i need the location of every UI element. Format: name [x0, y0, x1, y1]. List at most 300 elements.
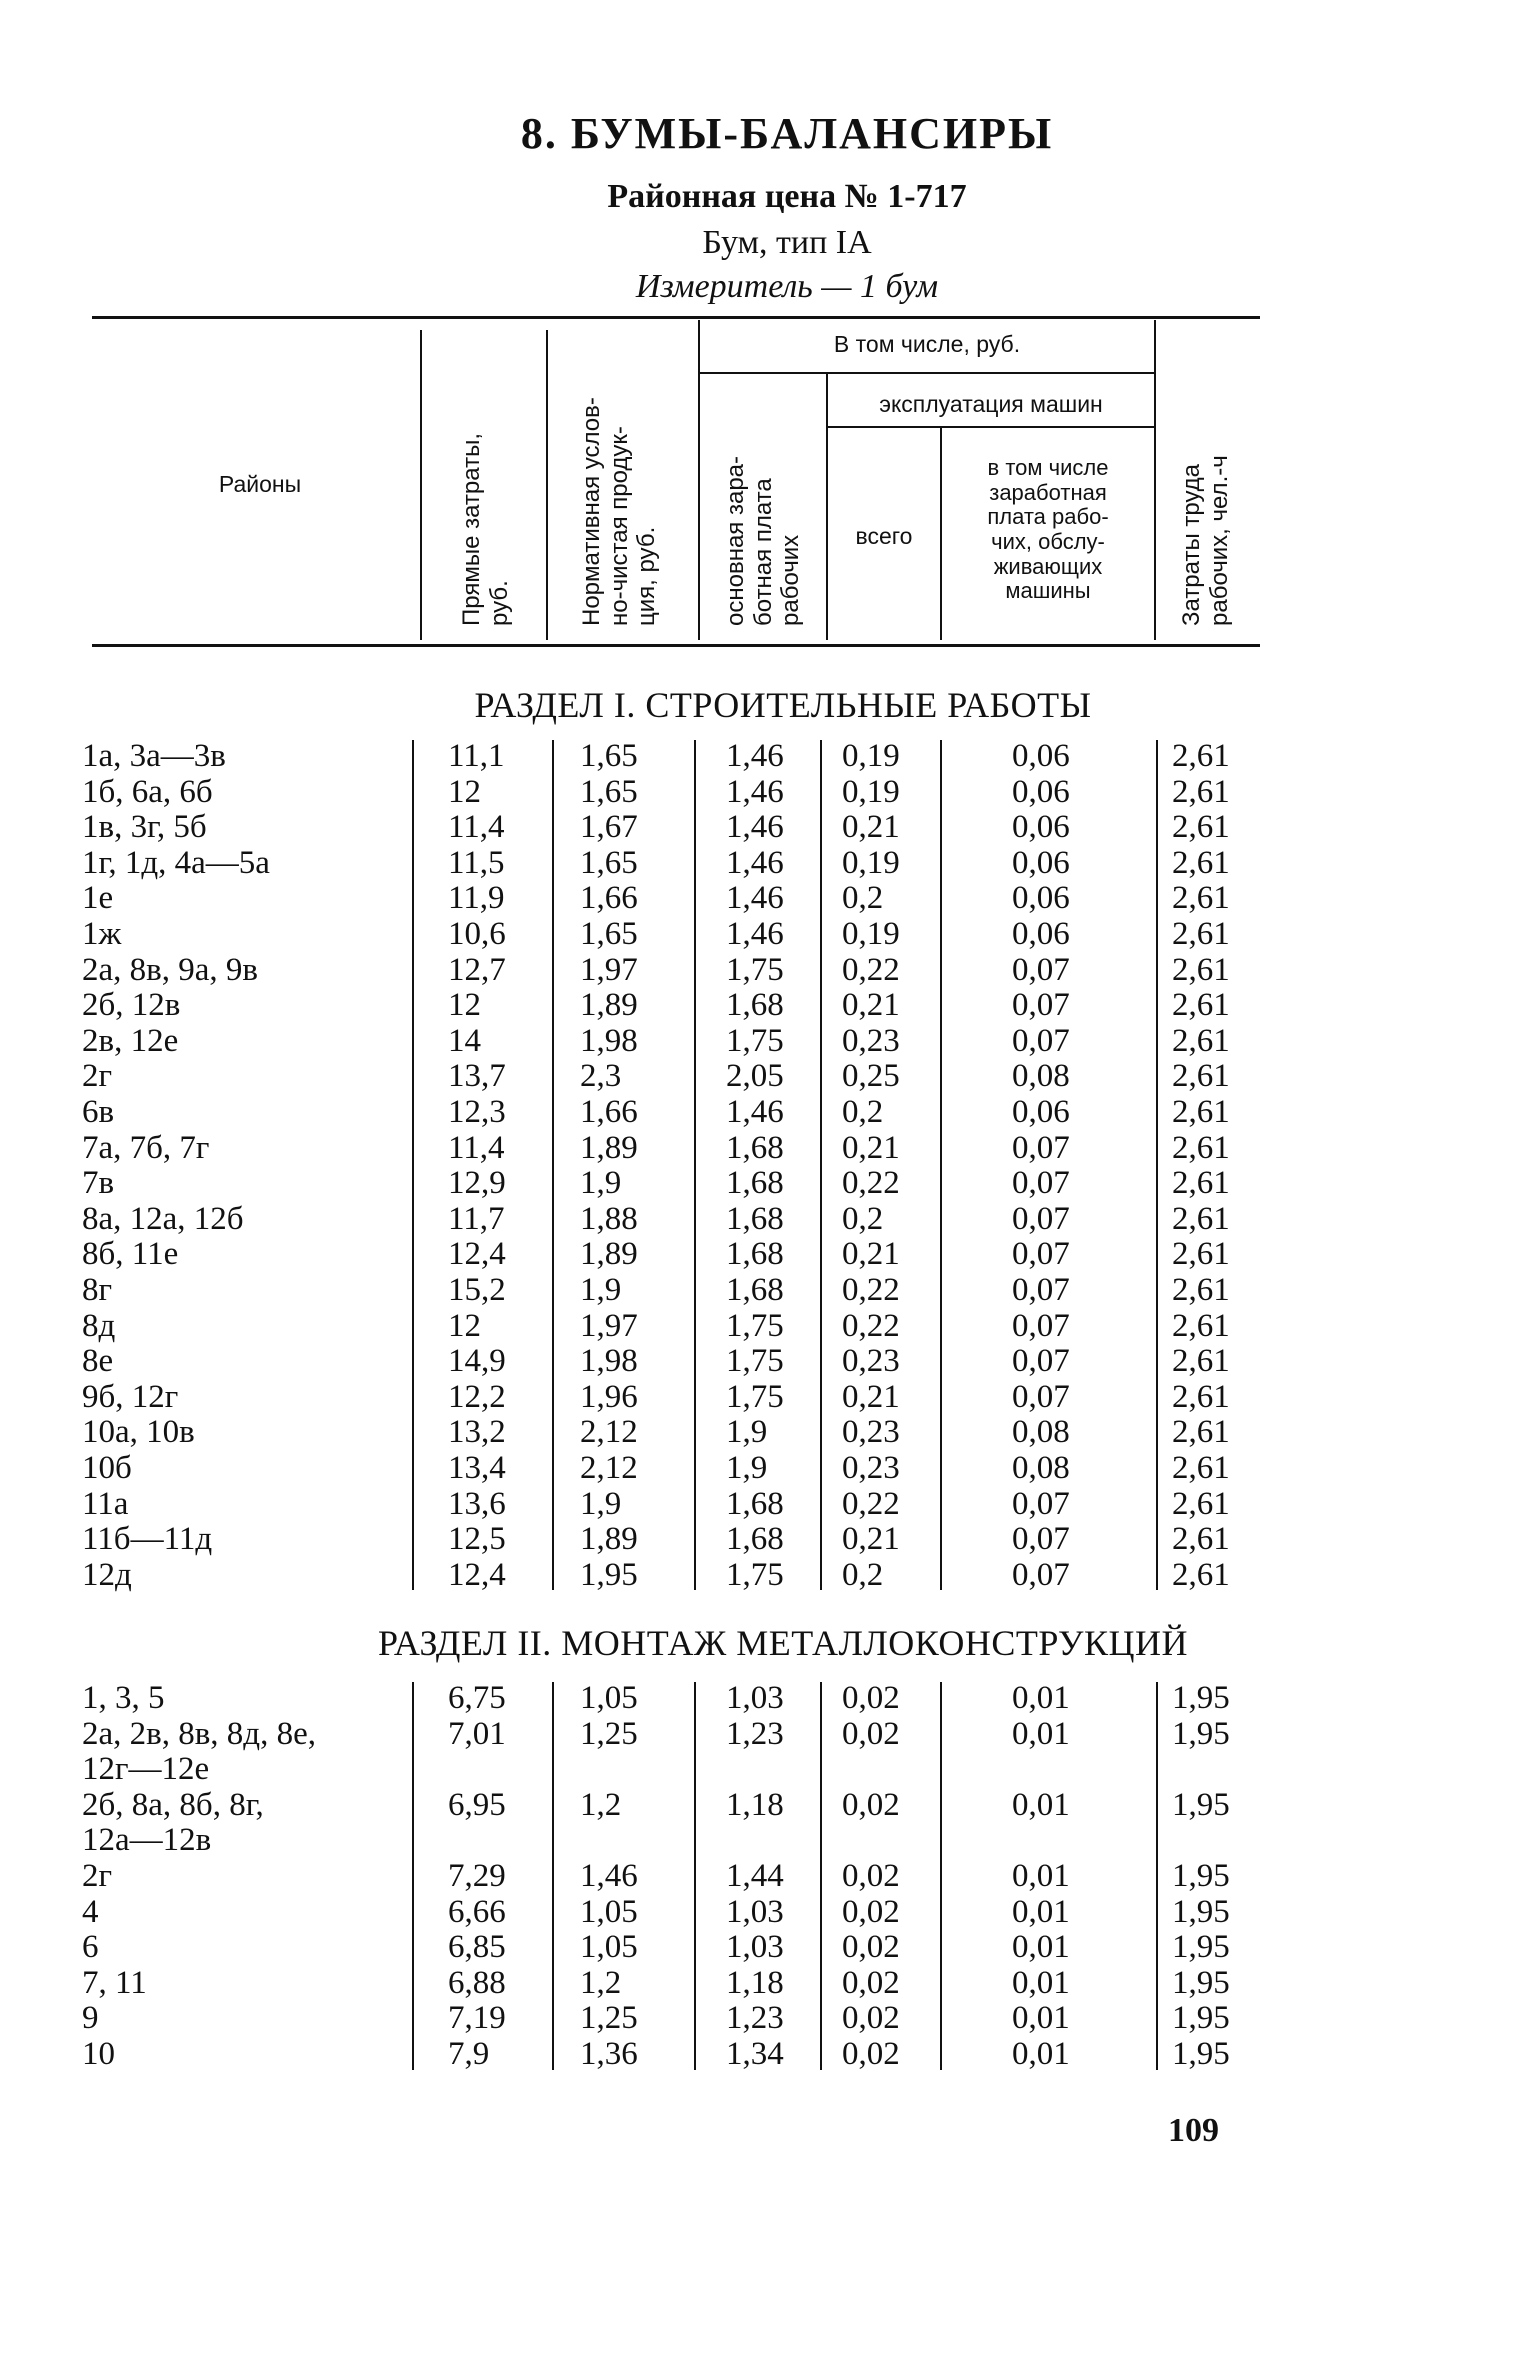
- cell-labor-costs: 2,61: [1172, 1022, 1230, 1059]
- cell-base-wages: 1,23: [726, 2000, 784, 2037]
- cell-base-wages: 1,44: [726, 1858, 784, 1894]
- cell-machines-total: 0,21: [842, 1521, 900, 1558]
- table-row: [0, 738, 1514, 774]
- section-2-title: РАЗДЕЛ II. МОНТАЖ МЕТАЛЛОКОНСТРУКЦИЙ: [377, 1623, 1189, 1663]
- cell-direct-costs: 12: [448, 1307, 481, 1344]
- cell-machines-wages: 0,06: [1012, 844, 1070, 881]
- cell-region: 1е: [82, 880, 114, 917]
- cell-base-wages: 1,75: [726, 951, 784, 988]
- cell-base-wages: 1,68: [726, 1236, 784, 1273]
- cell-region: 1, 3, 5: [82, 1680, 165, 1716]
- cell-normative-product: 1,46: [580, 1858, 638, 1894]
- cell-normative-product: 1,05: [580, 1893, 638, 1930]
- cell-direct-costs: 11,5: [448, 844, 505, 881]
- table-row: [0, 1486, 1514, 1522]
- cell-machines-wages: 0,07: [1012, 1485, 1070, 1522]
- cell-machines-wages: 0,07: [1012, 987, 1070, 1024]
- cell-region: 12а—12в: [82, 1822, 212, 1859]
- cell-base-wages: 1,75: [726, 1343, 784, 1380]
- cell-normative-product: 1,97: [580, 1307, 638, 1344]
- cell-base-wages: 1,9: [726, 1450, 768, 1486]
- header-including: В том числе, руб.: [833, 331, 1021, 357]
- cell-machines-total: 0,23: [842, 1022, 900, 1059]
- cell-machines-wages: 0,01: [1012, 2000, 1070, 2037]
- cell-base-wages: 1,03: [726, 1929, 784, 1966]
- cell-direct-costs: 13,6: [448, 1485, 506, 1522]
- cell-machines-total: 0,23: [842, 1414, 900, 1451]
- cell-labor-costs: 2,61: [1172, 951, 1230, 988]
- cell-direct-costs: 6,88: [448, 1964, 506, 2001]
- cell-machines-total: 0,25: [842, 1058, 900, 1095]
- cell-region: 11б—11д: [82, 1521, 213, 1558]
- cell-machines-wages: 0,06: [1012, 738, 1070, 774]
- cell-labor-costs: 2,61: [1172, 1165, 1230, 1202]
- cell-labor-costs: 2,61: [1172, 1378, 1230, 1415]
- cell-base-wages: 1,34: [726, 2036, 784, 2072]
- cell-direct-costs: 15,2: [448, 1272, 506, 1308]
- cell-normative-product: 1,97: [580, 951, 638, 988]
- cell-base-wages: 1,23: [726, 1715, 784, 1752]
- table-row: [0, 880, 1514, 916]
- cell-machines-wages: 0,06: [1012, 880, 1070, 917]
- page-title: 8. БУМЫ-БАЛАНСИРЫ: [520, 109, 1054, 158]
- table-row: [0, 1023, 1514, 1059]
- cell-labor-costs: 2,61: [1172, 1129, 1230, 1166]
- cell-normative-product: 1,9: [580, 1272, 622, 1308]
- cell-labor-costs: 1,95: [1172, 1858, 1230, 1894]
- cell-direct-costs: 13,2: [448, 1414, 506, 1451]
- cell-normative-product: 1,25: [580, 2000, 638, 2037]
- cell-machines-wages: 0,07: [1012, 1236, 1070, 1273]
- cell-machines-total: 0,22: [842, 1307, 900, 1344]
- cell-labor-costs: 2,61: [1172, 1414, 1230, 1451]
- cell-region: 12г—12е: [82, 1751, 210, 1788]
- cell-direct-costs: 14: [448, 1022, 481, 1059]
- cell-machines-total: 0,2: [842, 1094, 884, 1130]
- cell-region: 7а, 7б, 7г: [82, 1129, 210, 1166]
- cell-machines-total: 0,22: [842, 1165, 900, 1202]
- cell-labor-costs: 1,95: [1172, 1929, 1230, 1966]
- table-header-bottom-rule: [92, 644, 1260, 647]
- table-row: [0, 1858, 1514, 1894]
- cell-region: 9: [82, 2000, 99, 2037]
- cell-labor-costs: 2,61: [1172, 738, 1230, 774]
- cell-direct-costs: 13,4: [448, 1450, 506, 1486]
- cell-machines-total: 0,02: [842, 1929, 900, 1966]
- cell-machines-total: 0,23: [842, 1450, 900, 1486]
- table-row: [0, 1094, 1514, 1130]
- cell-direct-costs: 6,66: [448, 1893, 506, 1930]
- cell-machines-total: 0,2: [842, 1556, 884, 1593]
- header-normative-product: Нормативная услов- но-чистая продук- ция, руб.: [578, 397, 661, 626]
- cell-normative-product: 1,66: [580, 880, 638, 917]
- cell-direct-costs: 6,95: [448, 1786, 506, 1823]
- cell-region: 2а, 8в, 9а, 9в: [82, 951, 258, 988]
- cell-region: 9б, 12г: [82, 1378, 179, 1415]
- header-divider: [546, 330, 548, 640]
- cell-direct-costs: 11,4: [448, 809, 505, 846]
- cell-machines-total: 0,19: [842, 916, 900, 952]
- cell-machines-wages: 0,07: [1012, 1272, 1070, 1308]
- price-number: Районная цена № 1-717: [607, 178, 967, 215]
- cell-region: 4: [82, 1893, 99, 1930]
- item-type: Бум, тип IA: [702, 224, 872, 261]
- cell-base-wages: 1,68: [726, 1272, 784, 1308]
- cell-region: 2б, 12в: [82, 987, 181, 1024]
- header-divider: [420, 330, 422, 640]
- page-number: 109: [1168, 2112, 1219, 2149]
- table-row: [0, 916, 1514, 952]
- table-row: [0, 1929, 1514, 1965]
- cell-machines-wages: 0,06: [1012, 773, 1070, 810]
- cell-machines-total: 0,02: [842, 1786, 900, 1823]
- cell-region: 8г: [82, 1272, 113, 1308]
- cell-region: 2г: [82, 1058, 113, 1095]
- cell-direct-costs: 12,9: [448, 1165, 506, 1202]
- cell-machines-total: 0,21: [842, 809, 900, 846]
- table-row: [0, 1521, 1514, 1557]
- cell-labor-costs: 2,61: [1172, 844, 1230, 881]
- cell-normative-product: 1,65: [580, 916, 638, 952]
- table-row: [0, 1343, 1514, 1379]
- cell-machines-wages: 0,07: [1012, 951, 1070, 988]
- cell-base-wages: 1,68: [726, 987, 784, 1024]
- table-row: [0, 1716, 1514, 1752]
- cell-region: 12д: [82, 1556, 132, 1593]
- cell-labor-costs: 2,61: [1172, 1272, 1230, 1308]
- column-divider: [412, 740, 414, 1590]
- column-divider: [820, 1682, 822, 2070]
- table-row: [0, 1414, 1514, 1450]
- cell-region: 8б, 11е: [82, 1236, 179, 1273]
- cell-normative-product: 2,12: [580, 1450, 638, 1486]
- cell-direct-costs: 7,01: [448, 1715, 506, 1752]
- cell-base-wages: 1,68: [726, 1165, 784, 1202]
- cell-region: 10: [82, 2036, 115, 2072]
- cell-normative-product: 1,98: [580, 1022, 638, 1059]
- cell-machines-wages: 0,01: [1012, 1893, 1070, 1930]
- table-row: [0, 1308, 1514, 1344]
- cell-labor-costs: 2,61: [1172, 1521, 1230, 1558]
- cell-direct-costs: 12,5: [448, 1521, 506, 1558]
- cell-base-wages: 1,68: [726, 1129, 784, 1166]
- cell-labor-costs: 1,95: [1172, 2000, 1230, 2037]
- cell-machines-total: 0,2: [842, 1200, 884, 1237]
- cell-base-wages: 1,75: [726, 1307, 784, 1344]
- cell-normative-product: 1,96: [580, 1378, 638, 1415]
- cell-region: 1ж: [82, 916, 122, 952]
- cell-region: 2а, 2в, 8в, 8д, 8е,: [82, 1715, 316, 1752]
- cell-normative-product: 1,25: [580, 1715, 638, 1752]
- cell-machines-wages: 0,01: [1012, 1964, 1070, 2001]
- cell-normative-product: 1,89: [580, 1129, 638, 1166]
- cell-base-wages: 1,75: [726, 1556, 784, 1593]
- cell-machines-wages: 0,08: [1012, 1450, 1070, 1486]
- cell-machines-wages: 0,07: [1012, 1022, 1070, 1059]
- cell-direct-costs: 11,7: [448, 1200, 505, 1237]
- cell-normative-product: 1,88: [580, 1200, 638, 1237]
- cell-base-wages: 1,9: [726, 1414, 768, 1451]
- cell-machines-wages: 0,06: [1012, 809, 1070, 846]
- cell-labor-costs: 2,61: [1172, 1307, 1230, 1344]
- table-top-rule: [92, 316, 1260, 319]
- cell-machines-wages: 0,07: [1012, 1200, 1070, 1237]
- cell-base-wages: 1,03: [726, 1680, 784, 1716]
- cell-normative-product: 1,66: [580, 1094, 638, 1130]
- cell-direct-costs: 12: [448, 987, 481, 1024]
- cell-direct-costs: 12,3: [448, 1094, 506, 1130]
- cell-labor-costs: 2,61: [1172, 1200, 1230, 1237]
- cell-machines-wages: 0,07: [1012, 1378, 1070, 1415]
- cell-base-wages: 1,75: [726, 1378, 784, 1415]
- cell-region: 8е: [82, 1343, 114, 1380]
- cell-direct-costs: 6,75: [448, 1680, 506, 1716]
- cell-labor-costs: 2,61: [1172, 1485, 1230, 1522]
- cell-machines-total: 0,21: [842, 1129, 900, 1166]
- cell-machines-total: 0,21: [842, 1378, 900, 1415]
- cell-region: 1г, 1д, 4а—5а: [82, 844, 270, 881]
- cell-labor-costs: 1,95: [1172, 1964, 1230, 2001]
- cell-machines-total: 0,19: [842, 773, 900, 810]
- cell-normative-product: 1,89: [580, 1521, 638, 1558]
- cell-normative-product: 1,65: [580, 773, 638, 810]
- cell-machines-total: 0,02: [842, 2036, 900, 2072]
- cell-labor-costs: 1,95: [1172, 2036, 1230, 2072]
- cell-region: 2г: [82, 1858, 113, 1894]
- section-1-title: РАЗДЕЛ I. СТРОИТЕЛЬНЫЕ РАБОТЫ: [474, 685, 1092, 725]
- header-machines: эксплуатация машин: [879, 391, 1103, 417]
- table-row: [0, 1787, 1514, 1823]
- cell-region: 2б, 8а, 8б, 8г,: [82, 1786, 264, 1823]
- cell-direct-costs: 14,9: [448, 1343, 506, 1380]
- table-row: [0, 1201, 1514, 1237]
- cell-base-wages: 1,68: [726, 1521, 784, 1558]
- cell-machines-wages: 0,01: [1012, 1786, 1070, 1823]
- cell-labor-costs: 2,61: [1172, 880, 1230, 917]
- cell-region: 8д: [82, 1307, 116, 1344]
- cell-machines-wages: 0,07: [1012, 1129, 1070, 1166]
- cell-machines-total: 0,02: [842, 1680, 900, 1716]
- header-total: всего: [855, 523, 913, 549]
- cell-normative-product: 1,2: [580, 1786, 622, 1823]
- cell-base-wages: 1,46: [726, 844, 784, 881]
- cell-direct-costs: 7,9: [448, 2036, 490, 2072]
- cell-direct-costs: 11,9: [448, 880, 505, 917]
- cell-machines-total: 0,02: [842, 1964, 900, 2001]
- table-row: [0, 2036, 1514, 2072]
- header-divider: [1154, 320, 1156, 640]
- cell-direct-costs: 12: [448, 773, 481, 810]
- header-direct-costs: Прямые затраты, руб.: [458, 433, 513, 626]
- column-divider: [552, 740, 554, 1590]
- cell-labor-costs: 1,95: [1172, 1893, 1230, 1930]
- cell-region: 6в: [82, 1094, 115, 1130]
- table-row: [0, 1236, 1514, 1272]
- cell-labor-costs: 2,61: [1172, 809, 1230, 846]
- cell-machines-total: 0,02: [842, 1893, 900, 1930]
- cell-direct-costs: 13,7: [448, 1058, 506, 1095]
- cell-machines-wages: 0,07: [1012, 1556, 1070, 1593]
- measure-unit: Измеритель — 1 бум: [635, 268, 939, 305]
- column-divider: [940, 1682, 942, 2070]
- column-divider: [552, 1682, 554, 2070]
- column-divider: [820, 740, 822, 1590]
- cell-machines-total: 0,19: [842, 844, 900, 881]
- cell-direct-costs: 12,4: [448, 1236, 506, 1273]
- cell-region: 7, 11: [82, 1964, 147, 2001]
- cell-machines-wages: 0,01: [1012, 2036, 1070, 2072]
- cell-machines-wages: 0,08: [1012, 1414, 1070, 1451]
- header-divider: [698, 372, 1154, 374]
- cell-machines-total: 0,21: [842, 1236, 900, 1273]
- cell-normative-product: 1,36: [580, 2036, 638, 2072]
- cell-machines-total: 0,22: [842, 951, 900, 988]
- cell-normative-product: 2,3: [580, 1058, 622, 1095]
- cell-direct-costs: 11,4: [448, 1129, 505, 1166]
- column-divider: [1156, 1682, 1158, 2070]
- cell-normative-product: 2,12: [580, 1414, 638, 1451]
- cell-normative-product: 1,98: [580, 1343, 638, 1380]
- cell-normative-product: 1,65: [580, 738, 638, 774]
- cell-normative-product: 1,95: [580, 1556, 638, 1593]
- cell-machines-wages: 0,01: [1012, 1715, 1070, 1752]
- cell-machines-wages: 0,06: [1012, 1094, 1070, 1130]
- cell-machines-wages: 0,01: [1012, 1680, 1070, 1716]
- cell-normative-product: 1,9: [580, 1485, 622, 1522]
- table-row: [0, 1165, 1514, 1201]
- table-row: [0, 809, 1514, 845]
- cell-labor-costs: 2,61: [1172, 1236, 1230, 1273]
- cell-labor-costs: 2,61: [1172, 1343, 1230, 1380]
- cell-labor-costs: 2,61: [1172, 987, 1230, 1024]
- cell-machines-total: 0,2: [842, 880, 884, 917]
- table-row: [0, 1965, 1514, 2001]
- cell-direct-costs: 7,19: [448, 2000, 506, 2037]
- cell-base-wages: 1,46: [726, 880, 784, 917]
- header-divider: [698, 320, 700, 640]
- cell-normative-product: 1,89: [580, 1236, 638, 1273]
- table-row: [0, 1058, 1514, 1094]
- cell-machines-wages: 0,07: [1012, 1165, 1070, 1202]
- cell-machines-wages: 0,06: [1012, 916, 1070, 952]
- table-row: [0, 845, 1514, 881]
- cell-base-wages: 1,03: [726, 1893, 784, 1930]
- cell-direct-costs: 12,2: [448, 1378, 506, 1415]
- cell-base-wages: 2,05: [726, 1058, 784, 1095]
- cell-base-wages: 1,46: [726, 809, 784, 846]
- column-divider: [694, 1682, 696, 2070]
- cell-labor-costs: 2,61: [1172, 1094, 1230, 1130]
- cell-machines-wages: 0,01: [1012, 1929, 1070, 1966]
- cell-base-wages: 1,18: [726, 1964, 784, 2001]
- table-row: [0, 2000, 1514, 2036]
- cell-base-wages: 1,18: [726, 1786, 784, 1823]
- cell-direct-costs: 12,4: [448, 1556, 506, 1593]
- header-incl-wages: в том числе заработная плата рабо- чих, обслу- живающих машины: [987, 455, 1109, 604]
- cell-normative-product: 1,65: [580, 844, 638, 881]
- cell-machines-total: 0,21: [842, 987, 900, 1024]
- cell-machines-total: 0,23: [842, 1343, 900, 1380]
- cell-base-wages: 1,75: [726, 1022, 784, 1059]
- cell-machines-wages: 0,07: [1012, 1343, 1070, 1380]
- cell-region: 7в: [82, 1165, 115, 1202]
- cell-labor-costs: 1,95: [1172, 1786, 1230, 1823]
- cell-labor-costs: 2,61: [1172, 916, 1230, 952]
- header-base-wages: основная зара- ботная плата рабочих: [722, 455, 805, 626]
- cell-machines-wages: 0,08: [1012, 1058, 1070, 1095]
- cell-machines-total: 0,02: [842, 2000, 900, 2037]
- cell-labor-costs: 2,61: [1172, 1556, 1230, 1593]
- cell-base-wages: 1,46: [726, 916, 784, 952]
- cell-base-wages: 1,46: [726, 773, 784, 810]
- table-row-continuation: [0, 1822, 1514, 1858]
- cell-normative-product: 1,05: [580, 1680, 638, 1716]
- cell-direct-costs: 12,7: [448, 951, 506, 988]
- table-row: [0, 1272, 1514, 1308]
- cell-labor-costs: 1,95: [1172, 1680, 1230, 1716]
- cell-machines-total: 0,02: [842, 1715, 900, 1752]
- cell-labor-costs: 2,61: [1172, 773, 1230, 810]
- cell-machines-wages: 0,07: [1012, 1307, 1070, 1344]
- table-row-continuation: [0, 1751, 1514, 1787]
- cell-base-wages: 1,68: [726, 1200, 784, 1237]
- cell-region: 10а, 10в: [82, 1414, 195, 1451]
- cell-machines-total: 0,02: [842, 1858, 900, 1894]
- table-row: [0, 1130, 1514, 1166]
- cell-machines-wages: 0,01: [1012, 1858, 1070, 1894]
- cell-region: 1в, 3г, 5б: [82, 809, 207, 846]
- cell-region: 1а, 3а—3в: [82, 738, 226, 774]
- cell-labor-costs: 2,61: [1172, 1450, 1230, 1486]
- cell-base-wages: 1,46: [726, 738, 784, 774]
- cell-base-wages: 1,68: [726, 1485, 784, 1522]
- table-row: [0, 1450, 1514, 1486]
- cell-direct-costs: 6,85: [448, 1929, 506, 1966]
- cell-machines-total: 0,19: [842, 738, 900, 774]
- cell-machines-total: 0,22: [842, 1272, 900, 1308]
- table-row: [0, 1557, 1514, 1593]
- cell-region: 6: [82, 1929, 99, 1966]
- table-row: [0, 1680, 1514, 1716]
- cell-normative-product: 1,89: [580, 987, 638, 1024]
- header-labor-costs: Затраты труда рабочих, чел.-ч: [1178, 455, 1233, 626]
- column-divider: [412, 1682, 414, 2070]
- cell-region: 10б: [82, 1450, 132, 1486]
- cell-normative-product: 1,05: [580, 1929, 638, 1966]
- cell-labor-costs: 2,61: [1172, 1058, 1230, 1095]
- cell-region: 2в, 12е: [82, 1022, 179, 1059]
- table-row: [0, 1379, 1514, 1415]
- table-row: [0, 774, 1514, 810]
- cell-normative-product: 1,2: [580, 1964, 622, 2001]
- cell-direct-costs: 11,1: [448, 738, 505, 774]
- cell-machines-wages: 0,07: [1012, 1521, 1070, 1558]
- cell-direct-costs: 7,29: [448, 1858, 506, 1894]
- cell-region: 8а, 12а, 12б: [82, 1200, 244, 1237]
- column-divider: [940, 740, 942, 1590]
- column-divider: [694, 740, 696, 1590]
- cell-region: 1б, 6а, 6б: [82, 773, 213, 810]
- table-row: [0, 1894, 1514, 1930]
- cell-base-wages: 1,46: [726, 1094, 784, 1130]
- cell-normative-product: 1,67: [580, 809, 638, 846]
- cell-region: 11а: [82, 1485, 129, 1522]
- table-row: [0, 987, 1514, 1023]
- column-divider: [1156, 740, 1158, 1590]
- header-regions: Районы: [218, 471, 302, 497]
- cell-normative-product: 1,9: [580, 1165, 622, 1202]
- table-row: [0, 952, 1514, 988]
